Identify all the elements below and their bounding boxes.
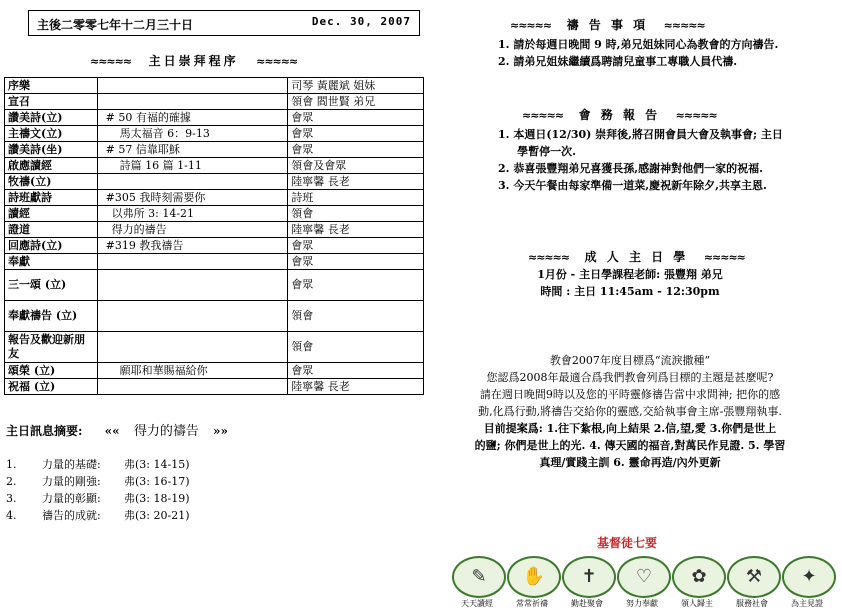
order-content (97, 379, 288, 395)
goal-line: 教會2007年度目標爲“流淚撒種” (549, 354, 711, 367)
point-num: 4. (6, 509, 17, 522)
order-leader: 領會 閻世賢 弟兄 (288, 94, 424, 110)
essential-label: 常常祈禱 (516, 599, 548, 608)
quote-open: «« (104, 424, 120, 438)
point-ref: 弗(3: 14-15) (124, 458, 190, 471)
ornament-right: ≈≈≈≈≈ (663, 19, 705, 32)
order-content: 得力的禱告 (97, 222, 288, 238)
order-leader: 陸寧馨 長老 (288, 174, 424, 190)
order-row (5, 94, 424, 110)
order-content: 願耶和華賜福給你 (97, 363, 288, 379)
order-row (5, 126, 424, 142)
essential-icon: ✎ (452, 556, 506, 598)
point-ref: 弗(3: 16-17) (124, 475, 190, 488)
order-content (97, 332, 288, 363)
order-row (5, 270, 424, 301)
date-english: Dec. 30, 2007 (311, 15, 411, 28)
ornament-right: ≈≈≈≈≈ (256, 55, 298, 68)
order-row (5, 379, 424, 395)
essential-icon: ♡ (617, 556, 671, 598)
essential-icon: ✝ (562, 556, 616, 598)
order-row (5, 78, 424, 94)
sermon-summary (6, 420, 228, 439)
order-leader: 陸寧馨 長老 (288, 379, 424, 395)
order-item: 奉獻 (5, 254, 98, 270)
order-leader: 領會 (288, 332, 424, 363)
sermon-points (6, 456, 190, 524)
order-content (97, 254, 288, 270)
order-row (5, 222, 424, 238)
order-item: 宣召 (5, 94, 98, 110)
sermon-point (6, 507, 190, 524)
order-row (5, 254, 424, 270)
point-num: 2. (6, 475, 17, 488)
essential-label: 勤赴聚會 (571, 599, 603, 608)
order-item: 啟應讀經 (5, 158, 98, 174)
affairs-item: 3. 今天午餐由每家準備一道菜,慶祝新年除夕,共享主恩. (498, 179, 767, 192)
order-row (5, 301, 424, 332)
worship-order-table (4, 77, 424, 395)
order-leader: 會眾 (288, 254, 424, 270)
order-content (97, 270, 288, 301)
order-item: 讚美詩(坐) (5, 142, 98, 158)
essential-label: 努力奉獻 (626, 599, 658, 608)
point-ref: 弗(3: 18-19) (124, 492, 190, 505)
order-leader: 領會 (288, 206, 424, 222)
order-row (5, 174, 424, 190)
goal-proposal: 目前提案爲: 1.往下紮根,向上結果 2.信,望,愛 3.你們是世上 (483, 422, 777, 435)
order-leader: 會眾 (288, 110, 424, 126)
prayer-title-block (510, 16, 705, 33)
church-goal (425, 352, 835, 471)
sermon-point (6, 473, 190, 490)
affairs-item: 1. 本週日(12/30) 崇拜後,將召開會員大會及執事會; 主日 (498, 128, 783, 141)
prayer-title: 禱 告 事 項 (566, 18, 649, 32)
order-content: 詩篇 16 篇 1-11 (97, 158, 288, 174)
order-leader: 會眾 (288, 142, 424, 158)
ornament-left: ≈≈≈≈≈ (528, 251, 570, 264)
ornament-right: ≈≈≈≈≈ (703, 251, 745, 264)
order-leader: 會眾 (288, 270, 424, 301)
date-box (28, 10, 420, 36)
order-row (5, 363, 424, 379)
seven-essentials-logo (452, 550, 836, 612)
order-leader: 會眾 (288, 126, 424, 142)
order-content (97, 301, 288, 332)
order-leader: 會眾 (288, 238, 424, 254)
essential-label: 領人歸主 (681, 599, 713, 608)
prayer-item: 1. 請於每週日晚間 9 時,弟兄姐妹同心為教會的方向禱告. (498, 38, 779, 51)
essential-label: 為主見證 (791, 599, 823, 608)
point-label: 力量的剛強: (42, 475, 101, 488)
order-item: 奉獻禱告 (立) (5, 301, 98, 332)
order-row (5, 206, 424, 222)
goal-line: 您認爲2008年最適合爲我們教會列爲目標的主題是甚麼呢? (486, 371, 774, 384)
order-leader: 領會 (288, 301, 424, 332)
school-title: 成 人 主 日 學 (584, 250, 689, 264)
order-item: 證道 (5, 222, 98, 238)
affairs-title: 會 務 報 告 (578, 108, 661, 122)
sermon-point (6, 456, 190, 473)
order-content (97, 78, 288, 94)
essential-icon: ⚒ (727, 556, 781, 598)
order-row (5, 190, 424, 206)
quote-close: »» (213, 424, 229, 438)
sermon-title: 得力的禱告 (133, 424, 199, 439)
order-content: # 57 信靠耶穌 (97, 142, 288, 158)
order-leader: 司琴 黃麗斌 姐妹 (288, 78, 424, 94)
essential-label: 服務社會 (736, 599, 768, 608)
seven-essentials-title: 基督徒七要 (597, 536, 658, 550)
school-info (425, 266, 835, 300)
prayer-item: 2. 請弟兄姐妹繼續爲聘請兒童事工專職人員代禱. (498, 55, 738, 68)
order-row (5, 110, 424, 126)
order-item: 回應詩(立) (5, 238, 98, 254)
order-leader: 會眾 (288, 363, 424, 379)
order-item: 報告及歡迎新朋友 (5, 332, 98, 363)
essential-icon: ✋ (507, 556, 561, 598)
order-content (97, 94, 288, 110)
order-row (5, 142, 424, 158)
essential-label: 天天讀經 (461, 599, 493, 608)
essential-icon: ✦ (782, 556, 836, 598)
order-title-block (90, 52, 297, 69)
order-content: 以弗所 3: 14-21 (97, 206, 288, 222)
goal-line: 動,化爲行動,將禱告交給你的靈感,交給執事會主席-張豐翔執事. (478, 405, 782, 418)
ornament-left: ≈≈≈≈≈ (522, 109, 564, 122)
goal-proposal: 真理/實踐主訓 6. 靈命再造/內外更新 (539, 456, 721, 469)
order-item: 祝福 (立) (5, 379, 98, 395)
school-teacher: 1月份 - 主日學課程老師: 張豐翔 弟兄 (537, 268, 723, 281)
order-row (5, 158, 424, 174)
order-content (97, 174, 288, 190)
prayer-list (498, 36, 778, 70)
affairs-title-block (522, 106, 717, 123)
date-chinese: 主後二零零七年十二月三十日 (37, 18, 194, 32)
order-item: 讀經 (5, 206, 98, 222)
order-content: #305 我時刻需要你 (97, 190, 288, 206)
school-title-block (528, 248, 745, 265)
ornament-right: ≈≈≈≈≈ (675, 109, 717, 122)
order-title: 主日崇拜程序 (148, 54, 239, 68)
point-label: 禱告的成就: (42, 509, 101, 522)
point-num: 1. (6, 458, 17, 471)
order-item: 讚美詩(立) (5, 110, 98, 126)
order-leader: 詩班 (288, 190, 424, 206)
essential-icon: ✿ (672, 556, 726, 598)
order-content: # 50 有福的確據 (97, 110, 288, 126)
point-label: 力量的彰顯: (42, 492, 101, 505)
order-item: 牧禱(立) (5, 174, 98, 190)
order-leader: 領會及會眾 (288, 158, 424, 174)
order-row (5, 332, 424, 363)
affairs-item: 2. 恭喜張豐翔弟兄喜獲長孫,感謝神對他們一家的祝福. (498, 162, 763, 175)
sermon-label: 主日訊息摘要: (6, 424, 83, 438)
order-item: 序樂 (5, 78, 98, 94)
order-row (5, 238, 424, 254)
sermon-point (6, 490, 190, 507)
order-item: 詩班獻詩 (5, 190, 98, 206)
point-num: 3. (6, 492, 17, 505)
order-item: 主禱文(立) (5, 126, 98, 142)
goal-line: 請在週日晚間9時以及您的平時靈修禱告當中求問神; 把你的感 (479, 388, 781, 401)
ornament-left: ≈≈≈≈≈ (90, 55, 132, 68)
order-content: #319 教我禱告 (97, 238, 288, 254)
order-item: 頌榮 (立) (5, 363, 98, 379)
school-time: 時間 : 主日 11:45am - 12:30pm (540, 285, 720, 298)
affairs-item: 學暫停一次. (498, 145, 576, 158)
order-leader: 陸寧馨 長老 (288, 222, 424, 238)
point-label: 力量的基礎: (42, 458, 101, 471)
order-item: 三一頌 (立) (5, 270, 98, 301)
point-ref: 弗(3: 20-21) (124, 509, 190, 522)
ornament-left: ≈≈≈≈≈ (510, 19, 552, 32)
order-content: 馬太福音 6：9-13 (97, 126, 288, 142)
goal-proposal: 的鹽; 你們是世上的光. 4. 傳天國的福音,對萬民作見證. 5. 學習 (474, 439, 786, 452)
affairs-list (498, 126, 783, 194)
